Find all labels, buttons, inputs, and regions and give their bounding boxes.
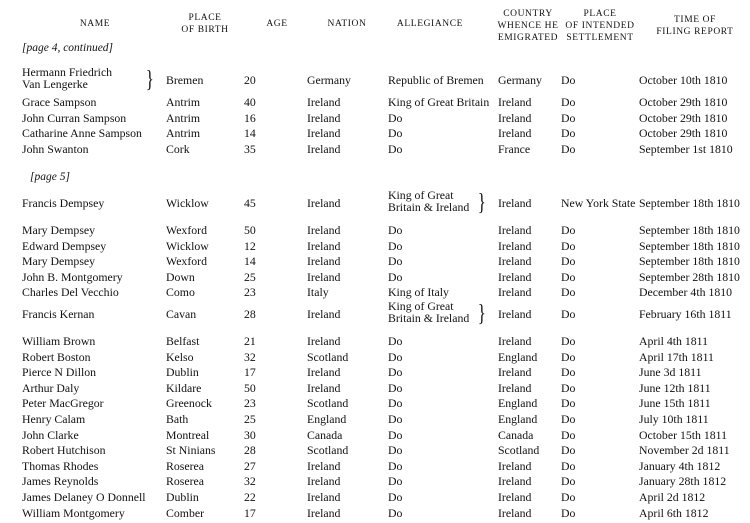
cell-settle: Do [561,427,576,442]
cell-time: December 4th 1810 [639,285,733,300]
cell-age: 12 [244,238,256,253]
cell-country: Ireland [498,223,532,237]
cell-name: William Brown [22,334,96,348]
table-row [0,364,750,380]
table-row [0,473,750,489]
cell-age: 28 [244,443,256,458]
cell-nation: Ireland [307,365,341,380]
header-nation: NATION [327,19,367,29]
cell-allegiance: Do [388,223,403,237]
cell-age: 40 [244,95,256,109]
cell-allegiance: Do [388,269,403,284]
cell-time: November 2d 1811 [639,443,730,458]
cell-time: October 29th 1810 [639,111,728,125]
cell-time: July 10th 1811 [639,412,709,426]
cell-time: April 4th 1811 [639,334,709,348]
table-row [0,333,750,349]
cell-settle: New York State [561,196,636,210]
header-country: COUNTRY WHENCE HE EMIGRATED [497,9,559,43]
cell-allegiance: King of Great Britain & Ireland [388,188,470,214]
cell-name: Mary Dempsey [22,254,96,269]
cell-nation: Ireland [307,505,341,520]
cell-age: 50 [244,380,256,395]
cell-allegiance: Do [388,365,403,380]
header-age: AGE [266,19,288,29]
cell-name: Catharine Anne Sampson [22,126,142,140]
cell-birth: Antrim [166,126,201,140]
cell-nation: Ireland [307,474,341,489]
cell-name: John B. Montgomery [22,269,123,284]
cell-name: Peter MacGregor [22,396,104,411]
cell-settle: Do [561,285,576,300]
cell-time: September 18th 1810 [639,238,740,253]
cell-time: October 10th 1810 [639,73,728,87]
cell-age: 50 [244,223,256,237]
cell-nation: Ireland [307,254,341,269]
cell-settle: Do [561,307,576,321]
cell-nation: Canada [307,427,343,442]
cell-name: Robert Boston [22,349,91,364]
table-row [0,411,750,427]
cell-settle: Do [561,334,576,348]
cell-name: John Curran Sampson [22,111,127,125]
table-row [0,253,750,269]
cell-birth: Cork [166,142,190,156]
cell-allegiance: Republic of Bremen [388,73,484,87]
cell-allegiance: Do [388,334,403,348]
cell-age: 21 [244,334,256,348]
cell-birth: Bremen [166,73,204,87]
cell-allegiance: Do [388,111,403,125]
cell-settle: Do [561,142,576,156]
cell-time: January 4th 1812 [639,458,721,473]
cell-settle: Do [561,73,576,87]
cell-settle: Do [561,380,576,395]
cell-name: William Montgomery [22,505,125,520]
cell-time: October 29th 1810 [639,126,728,140]
cell-country: England [498,396,538,411]
cell-name: Pierce N Dillon [22,365,97,380]
cell-country: Ireland [498,458,532,473]
cell-age: 23 [244,396,256,411]
cell-allegiance: Do [388,474,403,489]
cell-country: Ireland [498,126,532,140]
cell-settle: Do [561,95,576,109]
cell-allegiance: Do [388,490,403,504]
page-5-note: [page 5] [30,171,70,183]
cell-country: France [498,142,531,156]
cell-name: John Clarke [22,427,79,442]
cell-time: September 18th 1810 [639,196,740,210]
cell-country: Ireland [498,111,532,125]
table-row [0,238,750,254]
cell-country: England [498,412,538,426]
table-row [0,349,750,365]
cell-country: Scotland [498,443,540,458]
cell-birth: Dublin [166,365,199,380]
cell-country: Ireland [498,505,532,520]
cell-age: 20 [244,73,256,87]
table-row [0,284,750,300]
header-allegiance: ALLEGIANCE [396,19,464,29]
cell-age: 17 [244,365,256,380]
cell-nation: Scotland [307,396,349,411]
cell-settle: Do [561,458,576,473]
cell-birth: Antrim [166,111,201,125]
cell-time: October 15th 1811 [639,427,728,442]
header-time: TIME OF FILING REPORT [656,15,734,37]
cell-birth: Kildare [166,380,202,395]
table-row [0,94,750,110]
table-row [0,66,750,94]
cell-allegiance: King of Italy [388,285,449,300]
table-row [0,300,750,328]
cell-allegiance: Do [388,412,403,426]
table-row [0,110,750,126]
cell-settle: Do [561,111,576,125]
cell-nation: Ireland [307,142,341,156]
table-row [0,269,750,285]
cell-nation: Ireland [307,269,341,284]
cell-nation: Ireland [307,458,341,473]
cell-age: 25 [244,412,256,426]
cell-time: June 3d 1811 [639,365,702,380]
cell-settle: Do [561,223,576,237]
brace-mark: } [145,67,154,93]
cell-birth: Como [166,285,195,300]
table-row [0,489,750,505]
cell-time: February 16th 1811 [639,307,732,321]
cell-settle: Do [561,505,576,520]
cell-age: 16 [244,111,256,125]
cell-birth: Comber [166,505,205,520]
cell-name: Hermann Friedrich Van Lengerke [22,65,113,91]
cell-time: June 12th 1811 [639,380,711,395]
cell-country: Ireland [498,307,532,321]
cell-time: September 1st 1810 [639,142,733,156]
cell-settle: Do [561,269,576,284]
page-4-note: [page 4, continued] [22,42,114,54]
cell-nation: Germany [307,73,351,87]
cell-country: Germany [498,73,542,87]
cell-age: 32 [244,349,256,364]
cell-name: Francis Kernan [22,307,95,321]
cell-settle: Do [561,443,576,458]
cell-country: Ireland [498,490,532,504]
brace-mark: } [477,190,486,216]
header-place-of-birth: PLACE OF BIRTH [181,13,229,35]
table-row [0,125,750,141]
cell-age: 45 [244,196,256,210]
cell-allegiance: Do [388,254,403,269]
cell-allegiance: Do [388,126,403,140]
cell-country: England [498,349,538,364]
table-row [0,395,750,411]
cell-name: Robert Hutchison [22,443,106,458]
cell-age: 30 [244,427,256,442]
cell-country: Canada [498,427,534,442]
cell-birth: Wicklow [166,238,209,253]
cell-name: Henry Calam [22,412,86,426]
cell-age: 23 [244,285,256,300]
cell-nation: Ireland [307,334,341,348]
cell-allegiance: Do [388,380,403,395]
cell-country: Ireland [498,238,532,253]
table-row [0,427,750,443]
cell-time: September 18th 1810 [639,254,740,269]
cell-birth: Wexford [166,254,207,269]
cell-time: April 6th 1812 [639,505,709,520]
cell-country: Ireland [498,196,532,210]
cell-country: Ireland [498,269,532,284]
cell-birth: Antrim [166,95,201,109]
cell-country: Ireland [498,380,532,395]
cell-birth: Bath [166,412,189,426]
cell-name: James Delaney O Donnell [22,490,146,504]
cell-settle: Do [561,349,576,364]
cell-birth: Down [166,269,195,284]
cell-nation: Ireland [307,490,341,504]
cell-age: 28 [244,307,256,321]
cell-nation: Italy [307,285,329,300]
cell-birth: Wexford [166,223,207,237]
cell-age: 17 [244,505,256,520]
cell-nation: Scotland [307,349,349,364]
cell-allegiance: King of Great Britain [388,95,490,109]
cell-birth: Greenock [166,396,212,411]
cell-age: 32 [244,474,256,489]
cell-name: Edward Dempsey [22,238,107,253]
cell-nation: Ireland [307,95,341,109]
cell-nation: England [307,412,347,426]
cell-allegiance: Do [388,505,403,520]
cell-allegiance: King of Great Britain & Ireland [388,299,470,325]
table-row [0,141,750,157]
cell-allegiance: Do [388,427,403,442]
cell-allegiance: Do [388,443,403,458]
cell-settle: Do [561,254,576,269]
cell-birth: Montreal [166,427,210,442]
cell-nation: Ireland [307,223,341,237]
cell-time: September 18th 1810 [639,223,740,237]
cell-settle: Do [561,490,576,504]
cell-birth: Kelso [166,349,194,364]
cell-age: 14 [244,126,256,140]
cell-birth: Roserea [166,474,204,489]
cell-country: Ireland [498,95,532,109]
cell-country: Ireland [498,334,532,348]
cell-birth: St Ninians [166,443,216,458]
cell-allegiance: Do [388,396,403,411]
cell-country: Ireland [498,285,532,300]
cell-birth: Roserea [166,458,204,473]
table-row [0,505,750,521]
cell-settle: Do [561,238,576,253]
cell-country: Ireland [498,474,532,489]
cell-time: January 28th 1812 [639,474,727,489]
cell-time: June 15th 1811 [639,396,711,411]
cell-country: Ireland [498,365,532,380]
cell-allegiance: Do [388,349,403,364]
cell-name: Charles Del Vecchio [22,285,119,300]
table-row [0,442,750,458]
cell-name: John Swanton [22,142,89,156]
cell-name: James Reynolds [22,474,99,489]
cell-time: April 17th 1811 [639,349,714,364]
cell-nation: Ireland [307,196,341,210]
cell-age: 35 [244,142,256,156]
cell-nation: Ireland [307,111,341,125]
cell-settle: Do [561,474,576,489]
cell-nation: Ireland [307,307,341,321]
cell-birth: Belfast [166,334,200,348]
cell-time: September 28th 1810 [639,269,740,284]
header-settlement: PLACE OF INTENDED SETTLEMENT [565,9,635,43]
cell-time: April 2d 1812 [639,490,706,504]
cell-birth: Cavan [166,307,197,321]
header-name: NAME [79,19,111,29]
cell-name: Mary Dempsey [22,223,96,237]
cell-birth: Wicklow [166,196,209,210]
cell-settle: Do [561,365,576,380]
cell-nation: Ireland [307,238,341,253]
cell-allegiance: Do [388,142,403,156]
cell-name: Grace Sampson [22,95,97,109]
cell-allegiance: Do [388,238,403,253]
cell-country: Ireland [498,254,532,269]
table-row [0,380,750,396]
cell-nation: Ireland [307,126,341,140]
cell-age: 14 [244,254,256,269]
cell-name: Arthur Daly [22,380,80,395]
cell-age: 22 [244,490,256,504]
cell-age: 25 [244,269,256,284]
cell-time: October 29th 1810 [639,95,728,109]
table-row [0,189,750,217]
cell-age: 27 [244,458,256,473]
cell-birth: Dublin [166,490,199,504]
cell-settle: Do [561,126,576,140]
cell-name: Francis Dempsey [22,196,105,210]
cell-nation: Ireland [307,380,341,395]
cell-nation: Scotland [307,443,349,458]
cell-settle: Do [561,396,576,411]
table-row [0,222,750,238]
table-row [0,458,750,474]
cell-allegiance: Do [388,458,403,473]
cell-settle: Do [561,412,576,426]
cell-name: Thomas Rhodes [22,458,99,473]
brace-mark: } [477,301,486,327]
